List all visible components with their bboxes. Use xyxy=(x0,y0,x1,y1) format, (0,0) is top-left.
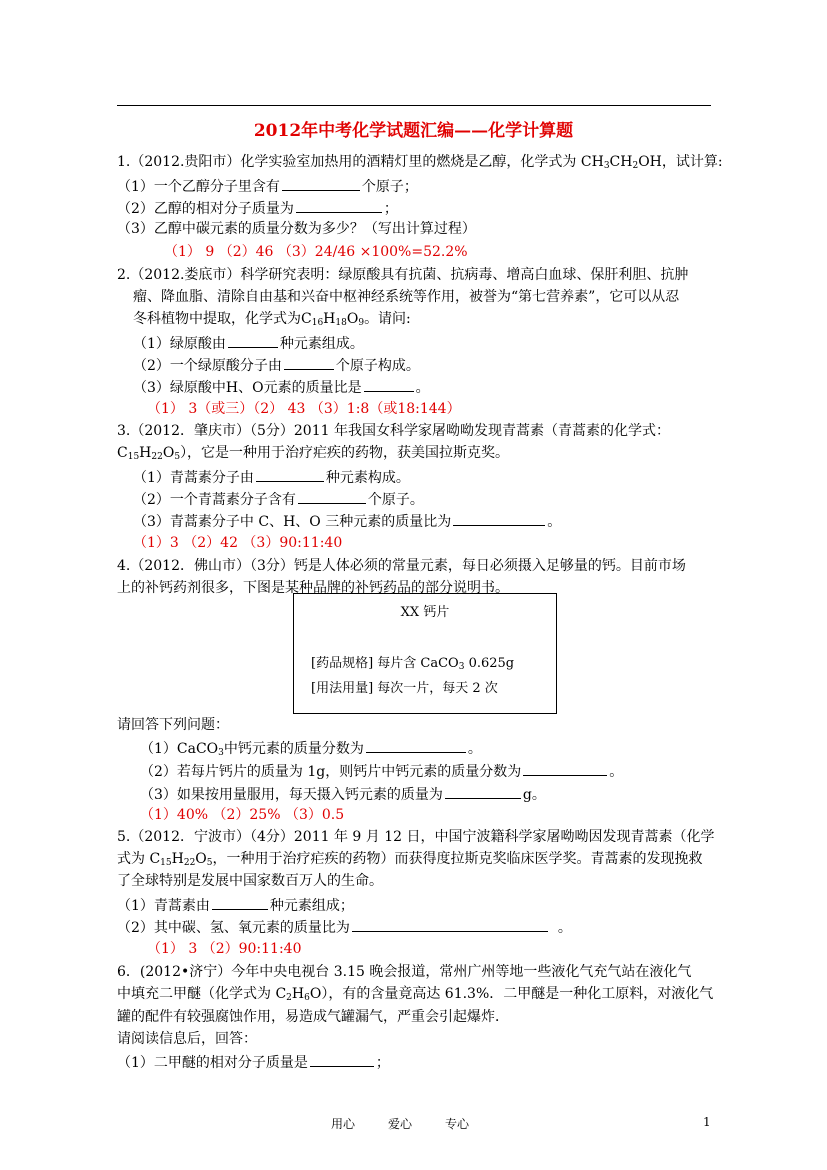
q3-sub2: （2）一个青蒿素分子含有 个原子。 xyxy=(133,489,424,509)
header-rule xyxy=(117,105,711,106)
q2-sub3: （3）绿原酸中H、O元素的质量比是 。 xyxy=(133,377,430,397)
footer-word-2: 爱心 xyxy=(388,1117,413,1131)
q2-sub2: （2）一个绿原酸分子由 个原子构成。 xyxy=(133,355,420,375)
footer-word-1: 用心 xyxy=(331,1117,356,1131)
q5-line2: 式为 $C_{15}H_{22}O_5$，一种用于治疗疟疾的药物）而获得度拉斯克奖临床医学奖。青蒿素的发现挽救 xyxy=(117,851,703,868)
page-number: 1 xyxy=(703,1115,711,1129)
box-title: XX 钙片 xyxy=(400,605,450,620)
q1-sub2: （2）乙醇的相对分子质量为 ； xyxy=(117,198,398,218)
q6-line3: 罐的配件有较强腐蚀作用，易造成气罐漏气，严重会引起爆炸． xyxy=(117,1009,509,1025)
page-title: 2012年中考化学试题汇编——化学计算题 xyxy=(253,121,574,141)
q1-answer: （1） 9 （2）46 （3）24/46 ×100%=52.2% xyxy=(164,244,468,260)
q3-line2: $C_{15}H_{22}O_5$），它是一种用于治疗疟疾的药物，获美国拉斯克奖。 xyxy=(117,445,510,462)
q2-answer: （1） 3（或三）（2） 43 （3）1:8（或18:144） xyxy=(147,401,461,417)
q1-stem: 1.（2012.贵阳市）化学实验室加热用的酒精灯里的燃烧是乙醇，化学式为 $CH_3CH_2OH$，试计算: xyxy=(117,154,723,171)
medicine-label-box xyxy=(293,593,557,714)
q2-line3: 冬科植物中提取，化学式为$C_{16}H_{18}O_9$。请问: xyxy=(133,311,411,328)
q4-sub1: （1）CaCO$_3$中钙元素的质量分数为 。 xyxy=(140,738,482,762)
q4-ask: 请回答下列问题： xyxy=(117,717,229,733)
q1-sub1: （1）一个乙醇分子里含有 个原子； xyxy=(117,176,418,196)
q4-sub3: （3）如果按用量服用，每天摄入钙元素的质量为 g。 xyxy=(140,784,546,804)
q6-line2: 中填充二甲醚（化学式为 $C_2H_6O$），有的含量竟高达 61.3%．二甲醚是一种化工原料，对液化气 xyxy=(117,986,714,1003)
q3-answer: （1）3 （2）42 （3）90:11:40 xyxy=(133,535,343,551)
q3-line1: 3.（2012．肇庆市）（5分）2011 年我国女科学家屠呦呦发现青蒿素（青蒿素的化学式： xyxy=(117,423,670,439)
q5-line1: 5.（2012．宁波市）（4分）2011 年 9 月 12 日，中国宁波籍科学家屠呦呦因发现青蒿素（化学 xyxy=(117,829,715,845)
q5-sub2: （2）其中碳、氢、氧元素的质量比为 。 xyxy=(117,917,572,937)
q3-sub1: （1）青蒿素分子由 种元素构成。 xyxy=(133,467,410,487)
q4-line2: 上的补钙药剂很多，下图是某种品牌的补钙药品的部分说明书。 xyxy=(117,580,509,596)
q1-sub3: （3）乙醇中碳元素的质量分数为多少？（写出计算过程） xyxy=(117,221,476,237)
q6-sub1: （1）二甲醚的相对分子质量是 ； xyxy=(117,1052,390,1072)
footer-word-3: 专心 xyxy=(445,1117,470,1131)
q4-answer: （1）40% （2）25% （3）0.5 xyxy=(140,807,345,823)
q5-sub1: （1）青蒿素由 种元素组成； xyxy=(117,895,354,915)
q5-line3: 了全球特别是发展中国家数百万人的生命。 xyxy=(117,873,383,889)
q2-line2: 瘤、降血脂、清除自由基和兴奋中枢神经系统等作用，被誉为“第七营养素”，它可以从忍 xyxy=(133,289,680,305)
q2-sub1: （1）绿原酸由 种元素组成。 xyxy=(133,333,364,353)
q6-line1: 6．(2012•济宁）今年中央电视台 3.15 晚会报道，常州广州等地一些液化气充气站在液化气 xyxy=(117,964,692,980)
box-usage: [用法用量] 每次一片，每天 2 次 xyxy=(311,681,498,696)
q2-line1: 2.（2012.娄底市）科学研究表明：绿原酸具有抗菌、抗病毒、增高白血球、保肝利胆、抗肿 xyxy=(117,267,689,283)
q5-answer: （1） 3 （2）90:11:40 xyxy=(147,941,302,957)
q4-sub2: （2）若每片钙片的质量为 1g，则钙片中钙元素的质量分数为 。 xyxy=(140,761,623,781)
q4-line1: 4.（2012．佛山市）（3分）钙是人体必须的常量元素，每日必须摄入足够量的钙。目前市场 xyxy=(117,558,686,574)
q6-ask: 请阅读信息后，回答： xyxy=(117,1031,257,1047)
box-spec: [药品规格] 每片含 CaCO$_3$ 0.625g xyxy=(311,656,515,672)
q3-sub3: （3）青蒿素分子中 C、H、O 三种元素的质量比为 。 xyxy=(133,511,561,531)
